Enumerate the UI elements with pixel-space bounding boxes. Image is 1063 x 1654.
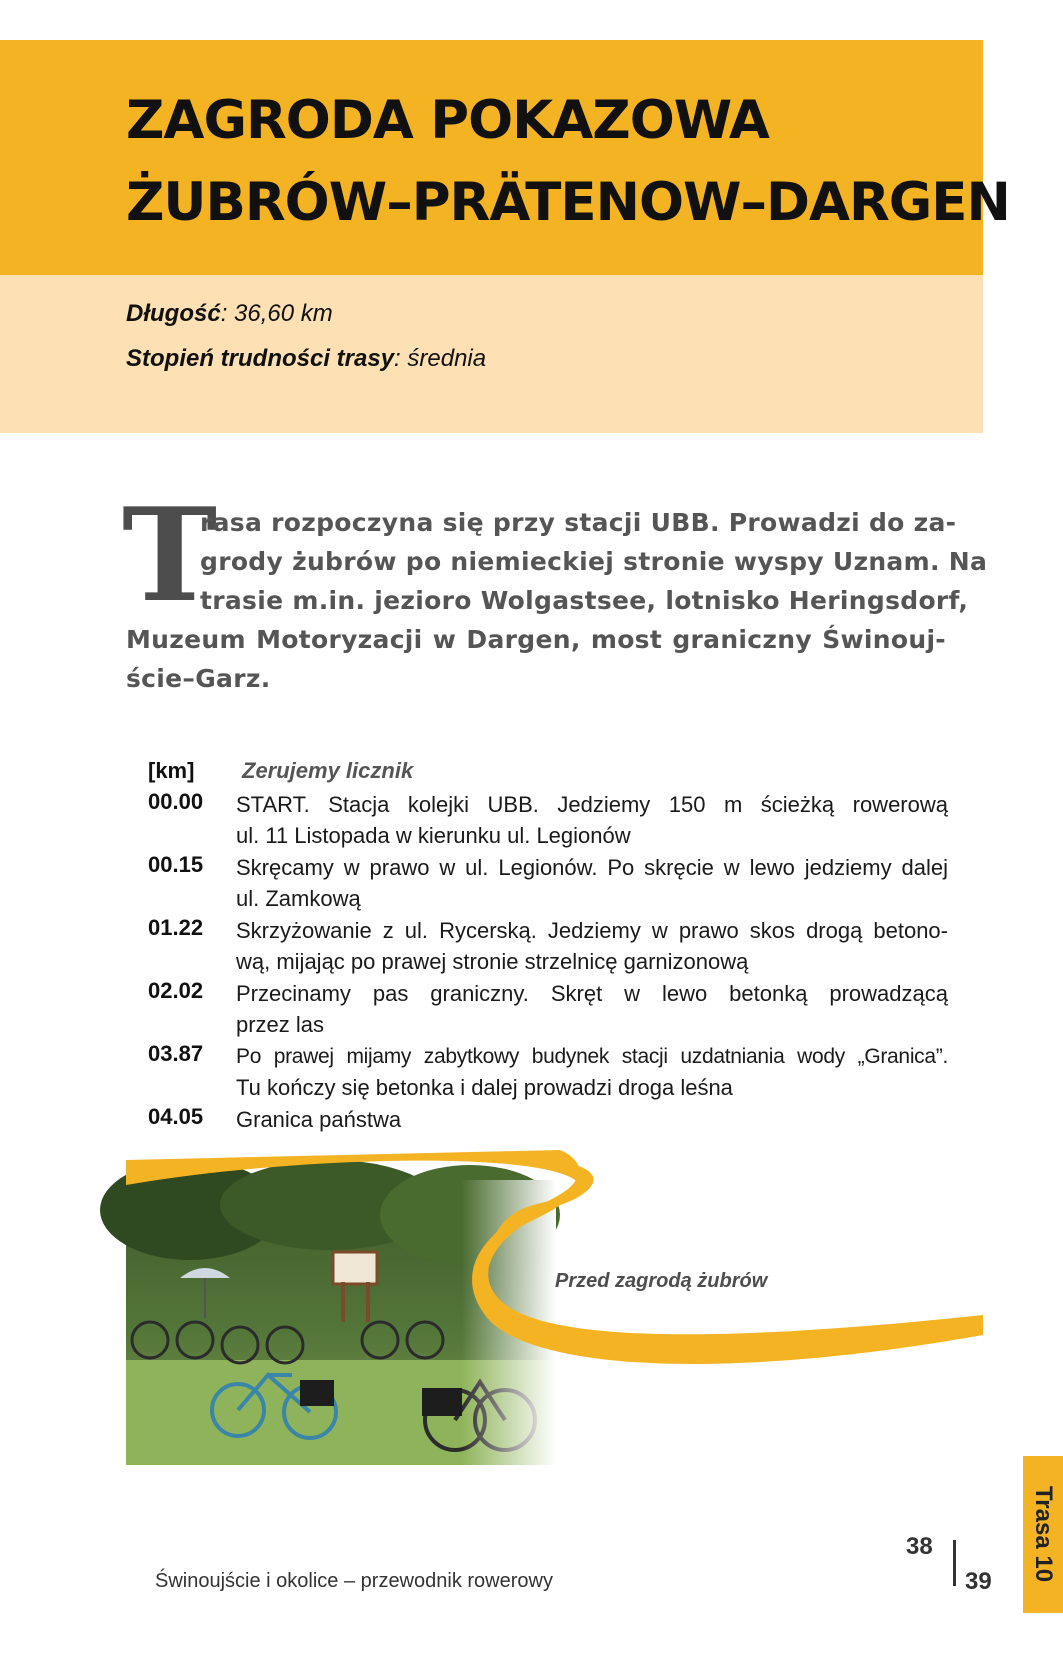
intro-line-2: grody żubrów po niemieckiej stronie wyspy Uznam. Na [200, 547, 988, 576]
route-entry-line: Po prawej mijamy zabytkowy budynek stacji uzdatniania wody „Granica”. [236, 1045, 948, 1068]
drop-cap: T [122, 481, 218, 631]
route-entry-line: START. Stacja kolejki UBB. Jedziemy 150 m ścieżką rowerową [236, 792, 948, 817]
page-title-line-1: ZAGRODA POKAZOWA [126, 90, 769, 151]
route-entry-description [236, 1041, 948, 1103]
route-entry-km: 02.02 [148, 978, 204, 1003]
route-entry-line: ul. Zamkową [236, 886, 361, 911]
route-length [126, 300, 333, 328]
route-difficulty-value: : średnia [394, 345, 487, 372]
route-entry-km: 01.22 [148, 915, 204, 940]
photo-bicycles-at-bison-farm [0, 1150, 1063, 1470]
route-difficulty [126, 345, 486, 373]
page-number-left: 38 [906, 1533, 933, 1560]
route-entry-km: 03.87 [148, 1041, 204, 1066]
route-entry-description [236, 852, 948, 914]
route-entry-description [236, 915, 948, 977]
route-entry-km: 04.05 [148, 1104, 204, 1129]
route-entry-line: Skrzyżowanie z ul. Rycerską. Jedziemy w prawo skos drogą betono- [236, 918, 948, 943]
route-length-label: Długość [126, 300, 221, 327]
route-entry-line: wą, mijając po prawej stronie strzelnicę garnizonową [236, 949, 749, 974]
title-band [0, 40, 983, 275]
route-length-value: : 36,60 km [220, 300, 333, 327]
route-entry-description [236, 1104, 948, 1135]
page-number-divider [953, 1540, 956, 1586]
km-column-header: [km] [148, 758, 195, 783]
intro-line-5: ście–Garz. [126, 664, 271, 693]
photo-caption: Przed zagrodą żubrów [555, 1270, 768, 1292]
intro-line-1: rasa rozpoczyna się przy stacji UBB. Prowadzi do za- [200, 508, 957, 537]
route-entry-km: 00.15 [148, 852, 204, 877]
route-entry-description [236, 978, 948, 1040]
route-entry-line: ul. 11 Listopada w kierunku ul. Legionów [236, 823, 631, 848]
book-title: Świnoujście i okolice – przewodnik rowerowy [155, 1570, 553, 1592]
route-entry-description [236, 789, 948, 851]
page-number-right: 39 [965, 1568, 992, 1595]
page-title-line-2: ŻUBRÓW–PRÄTENOW–DARGEN [126, 172, 1010, 233]
route-entry-line: Skręcamy w prawo w ul. Legionów. Po skręcie w lewo jedziemy dalej [236, 855, 948, 880]
route-tab-label: Trasa 10 [1030, 1485, 1057, 1583]
reset-counter-note: Zerujemy licznik [242, 758, 414, 783]
route-entry-km: 00.00 [148, 789, 204, 814]
route-entry-line: Tu kończy się betonka i dalej prowadzi droga leśna [236, 1075, 733, 1100]
route-entry-line: Granica państwa [236, 1107, 402, 1132]
intro-line-4: Muzeum Motoryzacji w Dargen, most graniczny Świnouj- [126, 625, 946, 654]
route-entry-line: Przecinamy pas graniczny. Skręt w lewo betonką prowadzącą [236, 981, 948, 1006]
route-difficulty-label: Stopień trudności trasy [126, 345, 395, 372]
intro-line-3: trasie m.in. jezioro Wolgastsee, lotnisko Heringsdorf, [200, 586, 969, 615]
route-entry-line: przez las [236, 1012, 325, 1037]
